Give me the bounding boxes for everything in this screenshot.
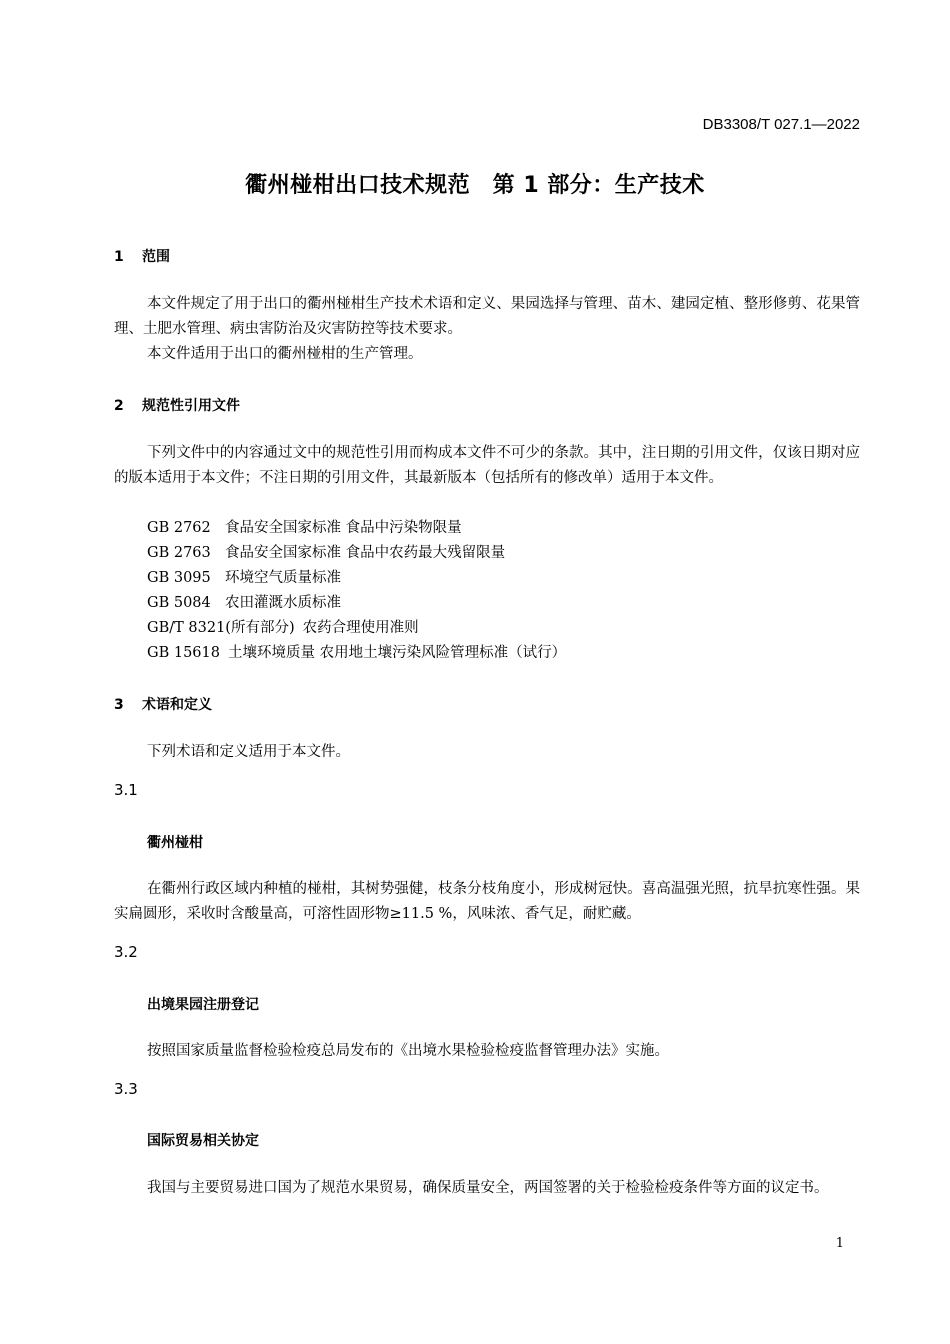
reference-code: GB 2763 <box>147 545 211 561</box>
reference-item <box>147 616 419 641</box>
reference-name: 农田灌溉水质标准 <box>225 595 341 611</box>
term-definition: 在衢州行政区域内种植的椪柑，其树势强健，枝条分枝角度小，形成树冠快。喜高温强光照，抗旱抗寒性强。果实扁圆形，采收时含酸量高，可溶性固形物≥11.5 %，风味浓、香气足，耐贮藏。 <box>114 881 860 922</box>
terms-intro: 下列术语和定义适用于本文件。 <box>147 744 350 760</box>
reference-name: 土壤环境质量 农用地土壤污染风险管理标准（试行） <box>227 645 567 661</box>
term-name: 出境果园注册登记 <box>147 997 259 1013</box>
reference-item <box>147 541 505 566</box>
section-title: 规范性引用文件 <box>142 398 240 414</box>
scope-paragraph-2: 本文件适用于出口的衢州椪柑的生产管理。 <box>147 346 423 362</box>
section-title: 范围 <box>142 249 170 265</box>
reference-item <box>147 641 566 666</box>
standard-code: DB3308/T 027.1—2022 <box>702 116 860 133</box>
section-title: 术语和定义 <box>142 697 212 713</box>
reference-name: 环境空气质量标准 <box>225 570 341 586</box>
section-number: 1 <box>114 249 124 265</box>
references-intro: 下列文件中的内容通过文中的规范性引用而构成本文件不可少的条款。其中，注日期的引用文件，仅该日期对应的版本适用于本文件；不注日期的引用文件，其最新版本（包括所有的修改单）适用于本文件。 <box>114 445 860 486</box>
reference-name: 农药合理使用准则 <box>302 620 419 636</box>
reference-name: 食品安全国家标准 食品中农药最大残留限量 <box>225 545 506 561</box>
section-number: 2 <box>114 398 124 414</box>
section-heading-scope <box>114 246 170 266</box>
reference-item <box>147 566 341 591</box>
reference-code: GB 5084 <box>147 595 211 611</box>
scope-paragraph-1: 本文件规定了用于出口的衢州椪柑生产技术术语和定义、果园选择与管理、苗木、建园定植、整形修剪、花果管理、土肥水管理、病虫害防治及灾害防控等技术要求。 <box>114 296 860 337</box>
reference-code: GB 3095 <box>147 570 211 586</box>
term-definition: 按照国家质量监督检验检疫总局发布的《出境水果检验检疫监督管理办法》实施。 <box>147 1043 669 1059</box>
section-heading-references <box>114 395 240 415</box>
section-number: 3 <box>114 697 124 713</box>
term-number: 3.3 <box>114 1080 138 1098</box>
term-name: 国际贸易相关协定 <box>147 1133 259 1149</box>
reference-item <box>147 516 462 541</box>
term-definition: 我国与主要贸易进口国为了规范水果贸易，确保质量安全，两国签署的关于检验检疫条件等方面的议定书。 <box>147 1180 829 1196</box>
section-heading-terms <box>114 694 212 714</box>
reference-name: 食品安全国家标准 食品中污染物限量 <box>225 520 462 536</box>
reference-code: GB/T 8321(所有部分) <box>147 620 295 636</box>
term-name: 衢州椪柑 <box>147 835 203 851</box>
reference-code: GB 2762 <box>147 520 211 536</box>
reference-item <box>147 591 341 616</box>
term-number: 3.1 <box>114 781 138 799</box>
document-title: 衢州椪柑出口技术规范 第 1 部分：生产技术 <box>245 173 705 198</box>
reference-code: GB 15618 <box>147 645 220 661</box>
term-number: 3.2 <box>114 943 138 961</box>
page-number: 1 <box>835 1236 844 1251</box>
